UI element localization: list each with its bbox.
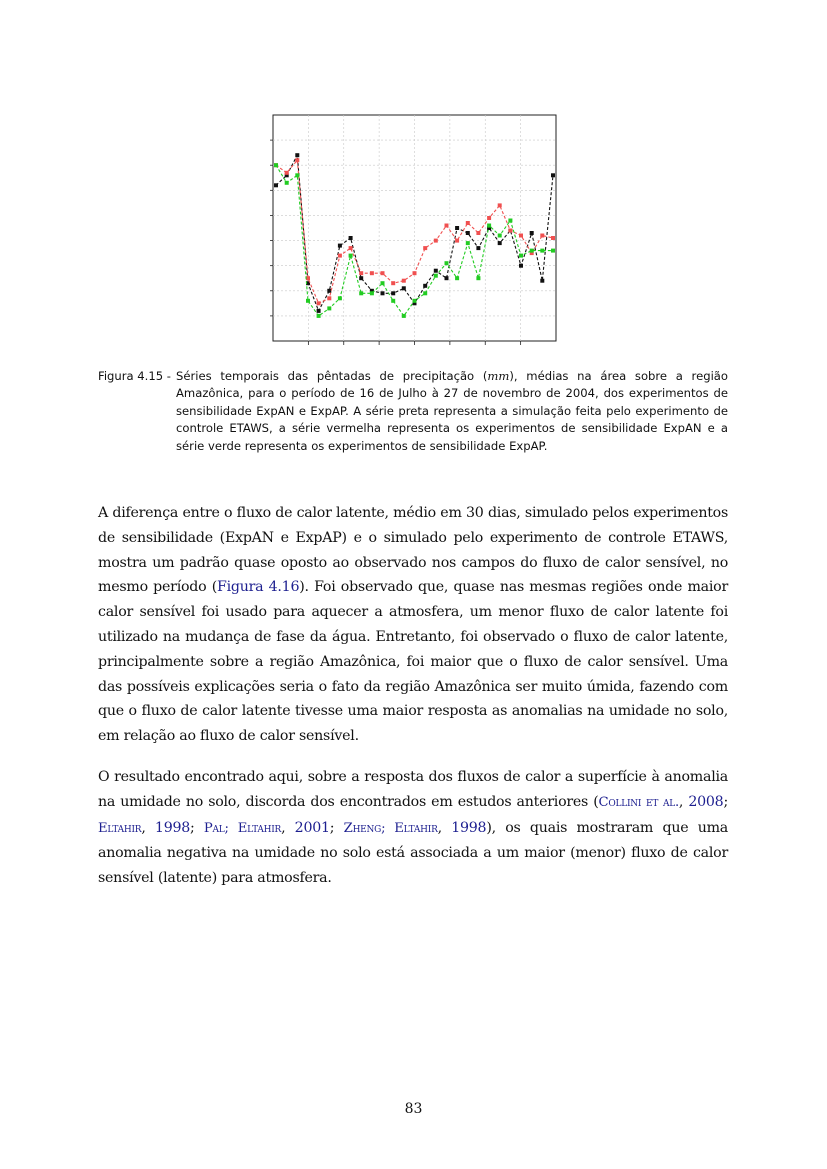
citation-zheng-eltahir-year[interactable]: 1998	[451, 819, 487, 836]
series-1-point	[445, 276, 449, 280]
series-3-point	[359, 291, 363, 295]
series-1-point	[540, 279, 544, 283]
series-2-point	[434, 239, 438, 243]
caption-unit: mm	[487, 369, 510, 383]
p2-text-start: O resultado encontrado aqui, sobre a resposta dos fluxos de calor a superfície à anomalia na umidade no solo, discorda dos encontrados em estudos anteriores (	[98, 769, 728, 810]
series-3-point	[423, 291, 427, 295]
series-2-point	[519, 234, 523, 238]
series-2-point	[381, 271, 385, 275]
series-3-point	[306, 299, 310, 303]
series-3-point	[445, 261, 449, 265]
citation-eltahir-name[interactable]: Eltahir	[98, 820, 142, 836]
series-1-point	[295, 153, 299, 157]
series-2-point	[317, 301, 321, 305]
series-3-point	[530, 249, 534, 253]
citation-eltahir-year[interactable]: 1998	[154, 819, 191, 836]
series-1-point	[391, 291, 395, 295]
series-3-point	[349, 254, 353, 258]
series-3-point	[381, 281, 385, 285]
series-3-point	[391, 299, 395, 303]
series-1-point	[381, 291, 385, 295]
series-1-point	[519, 264, 523, 268]
body-paragraph-1	[98, 501, 728, 749]
caption-text-start: Séries temporais das pêntadas de precipitação (	[176, 369, 488, 383]
series-1-point	[530, 231, 534, 235]
series-2-point	[508, 229, 512, 233]
series-2-point	[391, 281, 395, 285]
precipitation-chart	[268, 112, 560, 356]
citation-separator: ;	[190, 819, 204, 836]
series-2-point	[476, 231, 480, 235]
series-3-point	[466, 241, 470, 245]
series-2-point	[295, 158, 299, 162]
series-3-point	[551, 249, 555, 253]
citation-pal-eltahir-name[interactable]: Pal; Eltahir	[203, 820, 282, 836]
series-2-point	[487, 216, 491, 220]
p1-text-end: ). Foi observado que, quase nas mesmas regiões onde maior calor sensível foi usado para aquecer a atmosfera, um menor fluxo de calor latente foi utilizado na mudança de fase da água. Entretanto, foi observado o fluxo de calor latente, principalmente sobre a região Amazônica, foi maior que o fluxo de calor sensível. Uma das possíveis explicações seria o fato da região Amazônica ser muito úmida, fazendo com que o fluxo de calor latente tivesse uma maior resposta as anomalias na umidade no solo, em relação ao fluxo de calor sensível.	[98, 579, 728, 745]
series-1-point	[423, 284, 427, 288]
series-1-point	[434, 269, 438, 273]
series-2-point	[338, 254, 342, 258]
series-2-point	[445, 224, 449, 228]
series-2-point	[349, 246, 353, 250]
series-3-point	[402, 314, 406, 318]
series-2-point	[423, 246, 427, 250]
series-3-point	[370, 291, 374, 295]
series-2-point	[455, 239, 459, 243]
figure-caption	[98, 368, 728, 455]
series-1-point	[476, 246, 480, 250]
citation-separator: ;	[723, 793, 728, 810]
series-1-point	[455, 226, 459, 230]
p2-text-end: ), os quais mostraram que uma anomalia negativa na umidade no solo está associada a um maior (menor) fluxo de calor sensível (latente) para atmosfera.	[98, 819, 728, 887]
series-3-point	[317, 314, 321, 318]
series-1-point	[349, 236, 353, 240]
series-3-point	[338, 296, 342, 300]
series-3-point	[434, 274, 438, 278]
series-2-point	[285, 171, 289, 175]
chart-svg	[268, 112, 560, 356]
series-3-point	[285, 181, 289, 185]
series-3-point	[295, 173, 299, 177]
series-2-point	[551, 236, 555, 240]
body-paragraph-2: O resultado encontrado aqui, sobre a resposta dos fluxos de calor a superfície à anomalia na umidade no solo, discorda dos encontrados em estudos anteriores (Collini et al., 2008; Eltahir, 1998; Pal; Eltahir, 2001; Zheng; Eltahir, 1998), os quais mostraram que uma anomalia negativa na umidade no solo está associada a um maior (menor) fluxo de calor sensível (latente) para atmosfera.	[98, 769, 728, 887]
citation-collini-year[interactable]: 2008	[688, 793, 724, 810]
citation-collini-name[interactable]: Collini et al.	[598, 794, 679, 810]
caption-text-end: ), médias na área sobre a região Amazônica, para o período de 16 de Julho à 27 de novembro de 2004, dos experimentos de sensibilidade ExpAN e ExpAP. A série preta representa a simulação feita pelo experimento de controle ETAWS, a série vermelha representa os experimentos de sensibilidade ExpAN e a série verde representa os experimentos de sensibilidade ExpAP.	[176, 369, 728, 453]
citation-zheng-eltahir-name[interactable]: Zheng; Eltahir	[343, 820, 438, 836]
series-1-point	[317, 309, 321, 313]
series-3-point	[540, 249, 544, 253]
series-1-point	[466, 231, 470, 235]
series-2-point	[540, 234, 544, 238]
series-2-point	[498, 203, 502, 207]
series-3-point	[487, 224, 491, 228]
series-3-point	[327, 306, 331, 310]
series-1-point	[551, 173, 555, 177]
series-3-point	[413, 299, 417, 303]
citation-pal-eltahir-year[interactable]: 2001	[294, 819, 330, 836]
series-3-point	[455, 276, 459, 280]
series-2-point	[466, 221, 470, 225]
page-number: 83	[404, 1101, 423, 1117]
series-1-point	[402, 286, 406, 290]
p1-text-start: A diferença entre o fluxo de calor latente, médio em 30 dias, simulado pelos experimentos de sensibilidade (ExpAN e ExpAP) e o simulado pelo experimento de controle ETAWS, mostra um padrão quase oposto ao observado nos campos do fluxo de calor sensível, no mesmo período (	[98, 505, 728, 596]
citation-separator: ;	[329, 819, 344, 836]
series-1-point	[327, 289, 331, 293]
series-3-point	[519, 254, 523, 258]
series-1-point	[498, 241, 502, 245]
series-3-point	[508, 219, 512, 223]
series-2-point	[327, 296, 331, 300]
series-2-point	[370, 271, 374, 275]
series-2-point	[413, 271, 417, 275]
series-1-point	[359, 276, 363, 280]
series-3-point	[476, 276, 480, 280]
series-1-point	[338, 244, 342, 248]
caption-text	[176, 368, 728, 455]
series-3-point	[274, 163, 278, 167]
series-3-point	[498, 234, 502, 238]
series-2-point	[359, 271, 363, 275]
figure-reference-link[interactable]: Figura 4.16	[216, 579, 300, 596]
caption-label: Figura 4.15 -	[98, 369, 171, 383]
series-1-point	[274, 183, 278, 187]
series-2-point	[402, 279, 406, 283]
